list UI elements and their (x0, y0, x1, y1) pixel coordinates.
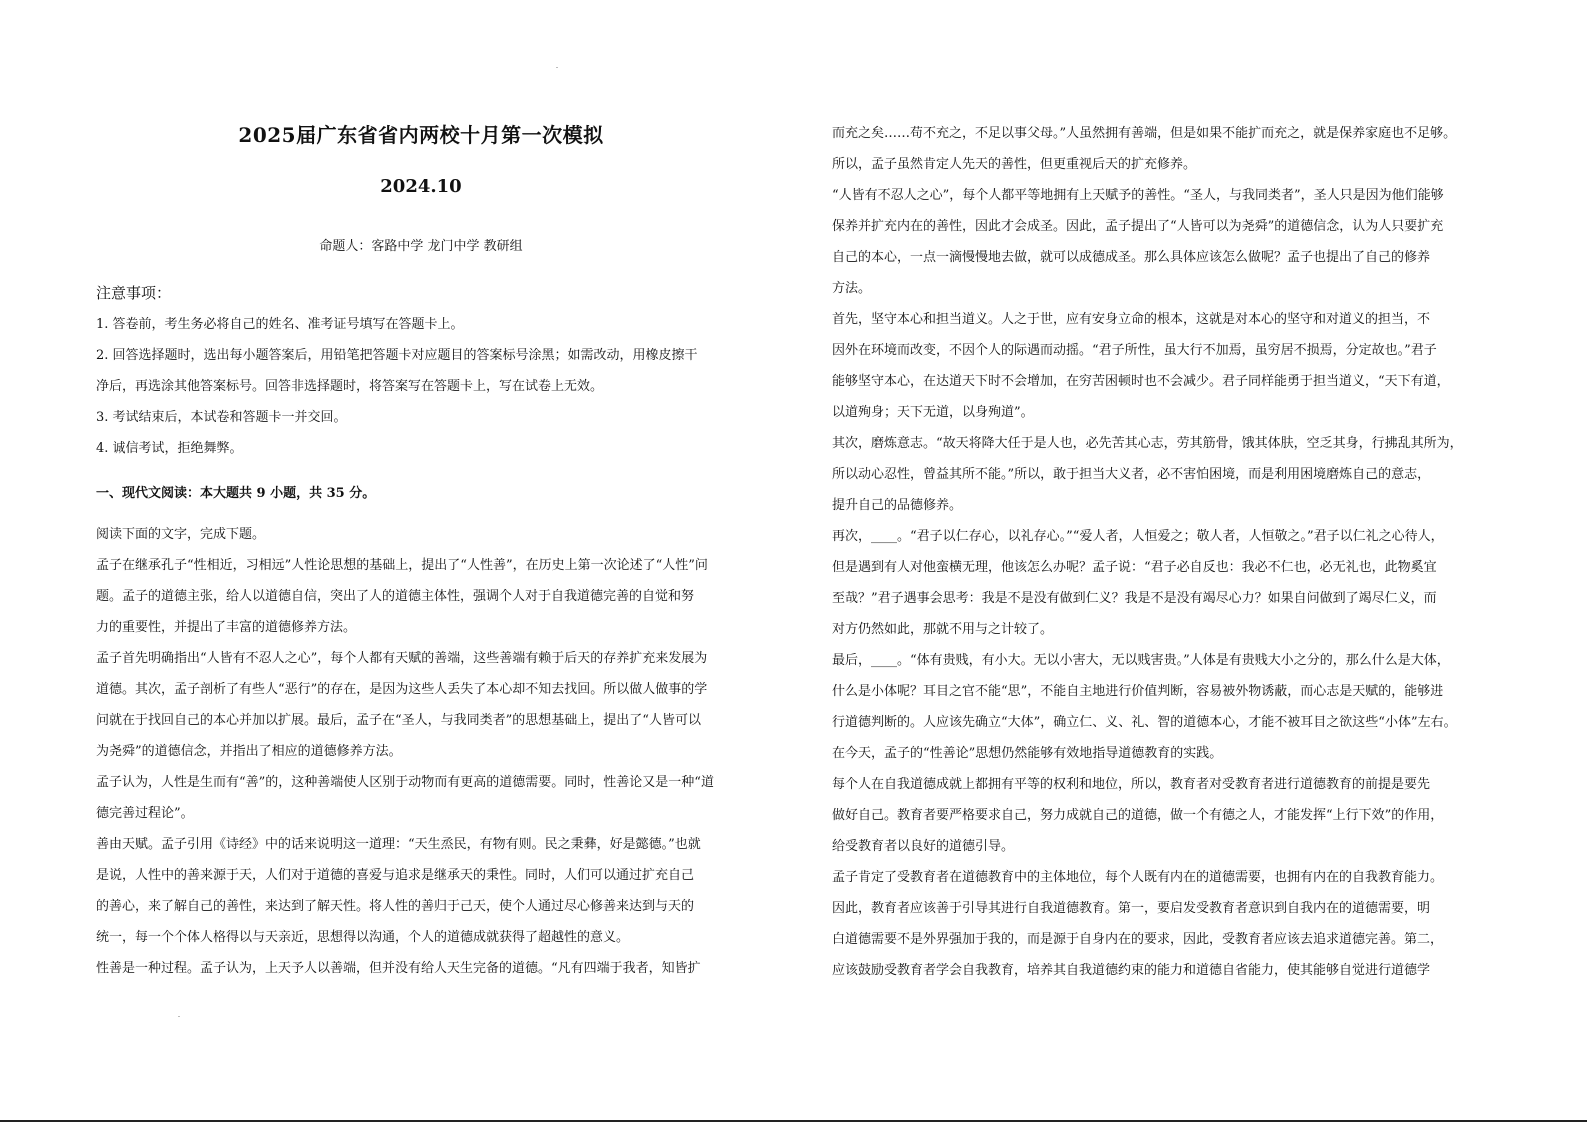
passage-line: 为尧舜”的道德信念，并指出了相应的道德修养方法。 (96, 744, 402, 759)
passage-line: 德完善过程论”。 (96, 806, 194, 821)
passage-line: 能够坚守本心，在达道天下时不会增加，在穷苦困顿时也不会减少。君子同样能勇于担当道义，“天下有道， (832, 374, 1450, 389)
passage-line: 保养并扩充内在的善性，因此才会成圣。因此，孟子提出了“人皆可以为尧舜”的道德信念，认为人只要扩充 (832, 219, 1444, 234)
passage-line: 白道德需要不是外界强加于我的，而是源于自身内在的要求，因此，受教育者应该去追求道德完善。第二， (832, 932, 1444, 947)
notice-item: 1. 答卷前，考生务必将自己的姓名、准考证号填写在答题卡上。 (96, 317, 464, 332)
scan-speck (178, 1016, 180, 1017)
notice-item: 2. 回答选择题时，选出每小题答案后，用铅笔把答题卡对应题目的答案标号涂黑；如需改动，用橡皮擦干 (96, 348, 698, 363)
passage-line: 最后，____。“体有贵贱，有小大。无以小害大，无以贱害贵。”人体是有贵贱大小之分的，那么什么是大体， (832, 653, 1450, 668)
passage-line: 问就在于找回自己的本心并加以扩展。最后，孟子在“圣人，与我同类者”的思想基础上，提出了“人皆可以 (96, 713, 701, 728)
reading-passage-left (96, 519, 746, 984)
passage-line: 首先，坚守本心和担当道义。人之于世，应有安身立命的根本，这就是对本心的坚守和对道义的担当，不 (832, 312, 1431, 327)
passage-line: 至哉？”君子遇事会思考：我是不是没有做到仁义？我是不是没有竭尽心力？如果自问做到了竭尽仁义，而 (832, 591, 1437, 606)
exam-author: 命题人：客路中学 龙门中学 教研组 (319, 239, 523, 254)
notice-item: 3. 考试结束后，本试卷和答题卡一并交回。 (96, 410, 347, 425)
passage-line: “人皆有不忍人之心”，每个人都平等地拥有上天赋予的善性。“圣人，与我同类者”，圣人只是因为他们能够 (832, 188, 1444, 203)
notice-item: 净后，再选涂其他答案标号。回答非选择题时，将答案写在答题卡上，写在试卷上无效。 (96, 379, 604, 394)
right-column (832, 118, 1492, 986)
passage-line: 因外在环境而改变，不因个人的际遇而动摇。“君子所性，虽大行不加焉，虽穷居不损焉，分定故也。”君子 (832, 343, 1437, 358)
passage-line: 是说，人性中的善来源于天，人们对于道德的喜爱与追求是继承天的秉性。同时，人们可以通过扩充自己 (96, 868, 695, 883)
passage-line: 应该鼓励受教育者学会自我教育，培养其自我道德约束的能力和道德自省能力，使其能够自觉进行道德学 (832, 963, 1431, 978)
passage-line: 的善心，来了解自己的善性，来达到了解天性。将人性的善归于己天，使个人通过尽心修善来达到与天的 (96, 899, 695, 914)
passage-line: 在今天，孟子的“性善论”思想仍然能够有效地指导道德教育的实践。 (832, 746, 1223, 761)
notice-list (96, 309, 746, 464)
exam-date: 2024.10 (380, 176, 462, 197)
passage-line: 所以动心忍性，曾益其所不能。”所以，敢于担当大义者，必不害怕困境，而是利用困境磨炼自己的意志， (832, 467, 1431, 482)
passage-line: 提升自己的品德修养。 (832, 498, 963, 513)
passage-line: 性善是一种过程。孟子认为，上天予人以善端，但并没有给人天生完备的道德。“凡有四端于我者，知皆扩 (96, 961, 701, 976)
passage-line: 行道德判断的。人应该先确立“大体”，确立仁、义、礼、智的道德本心，才能不被耳目之欲这些“小体”左右。 (832, 715, 1457, 730)
passage-line: 孟子认为，人性是生而有“善”的，这种善端使人区别于动物而有更高的道德需要。同时，性善论又是一种“道 (96, 775, 714, 790)
passage-line: 统一，每一个个体人格得以与天亲近，思想得以沟通，个人的道德成就获得了超越性的意义。 (96, 930, 630, 945)
passage-line: 以道殉身；天下无道，以身殉道”。 (832, 405, 1034, 420)
left-column (96, 115, 746, 984)
passage-line: 孟子肯定了受教育者在道德教育中的主体地位，每个人既有内在的道德需要，也拥有内在的自我教育能力。 (832, 870, 1444, 885)
passage-line: 其次，磨炼意志。“故天将降大任于是人也，必先苦其心志，劳其筋骨，饿其体肤，空乏其身，行拂乱其所为， (832, 436, 1463, 451)
passage-line: 题。孟子的道德主张，给人以道德自信，突出了人的道德主体性，强调个人对于自我道德完善的自觉和努 (96, 589, 695, 604)
passage-line: 但是遇到有人对他蛮横无理，他该怎么办呢？孟子说：“君子必自反也：我必不仁也，必无礼也，此物奚宜 (832, 560, 1437, 575)
passage-line: 阅读下面的文字，完成下题。 (96, 527, 266, 542)
passage-line: 给受教育者以良好的道德引导。 (832, 839, 1015, 854)
passage-line: 因此，教育者应该善于引导其进行自我道德教育。第一，要启发受教育者意识到自我内在的道德需要，明 (832, 901, 1431, 916)
passage-line: 力的重要性，并提出了丰富的道德修养方法。 (96, 620, 357, 635)
passage-line: 孟子首先明确指出“人皆有不忍人之心”，每个人都有天赋的善端，这些善端有赖于后天的存养扩充来发展为 (96, 651, 708, 666)
page-title: 2025届广东省省内两校十月第一次模拟 (238, 123, 604, 147)
passage-line: 自己的本心，一点一滴慢慢地去做，就可以成德成圣。那么具体应该怎么做呢？孟子也提出了自己的修养 (832, 250, 1431, 265)
passage-line: 什么是小体呢？耳目之官不能“思”，不能自主地进行价值判断，容易被外物诱蔽，而心志是天赋的，能够进 (832, 684, 1444, 699)
passage-line: 方法。 (832, 281, 872, 296)
section-title: 一、现代文阅读：本大题共 9 小题，共 35 分。 (96, 486, 376, 501)
passage-line: 所以，孟子虽然肯定人先天的善性，但更重视后天的扩充修养。 (832, 157, 1197, 172)
passage-line: 善由天赋。孟子引用《诗经》中的话来说明这一道理：“天生烝民，有物有则。民之秉彝，好是懿德。”也就 (96, 837, 701, 852)
passage-line: 对方仍然如此，那就不用与之计较了。 (832, 622, 1054, 637)
scan-speck (556, 67, 558, 68)
passage-line: 再次，____。“君子以仁存心，以礼存心。”“爱人者，人恒爱之；敬人者，人恒敬之。”君子以仁礼之心待人， (832, 529, 1444, 544)
notice-heading: 注意事项： (96, 284, 172, 302)
notice-item: 4. 诚信考试，拒绝舞弊。 (96, 441, 243, 456)
passage-line: 孟子在继承孔子“性相近，习相远”人性论思想的基础上，提出了“人性善”，在历史上第一次论述了“人性”问 (96, 558, 708, 573)
passage-line: 每个人在自我道德成就上都拥有平等的权利和地位，所以，教育者对受教育者进行道德教育的前提是要先 (832, 777, 1431, 792)
passage-line: 做好自己。教育者要严格要求自己，努力成就自己的道德，做一个有德之人，才能发挥“上行下效”的作用， (832, 808, 1444, 823)
passage-line: 道德。其次，孟子剖析了有些人“恶行”的存在，是因为这些人丢失了本心却不知去找回。所以做人做事的学 (96, 682, 708, 697)
passage-line: 而充之矣……苟不充之，不足以事父母。”人虽然拥有善端，但是如果不能扩而充之，就是保养家庭也不足够。 (832, 126, 1457, 141)
